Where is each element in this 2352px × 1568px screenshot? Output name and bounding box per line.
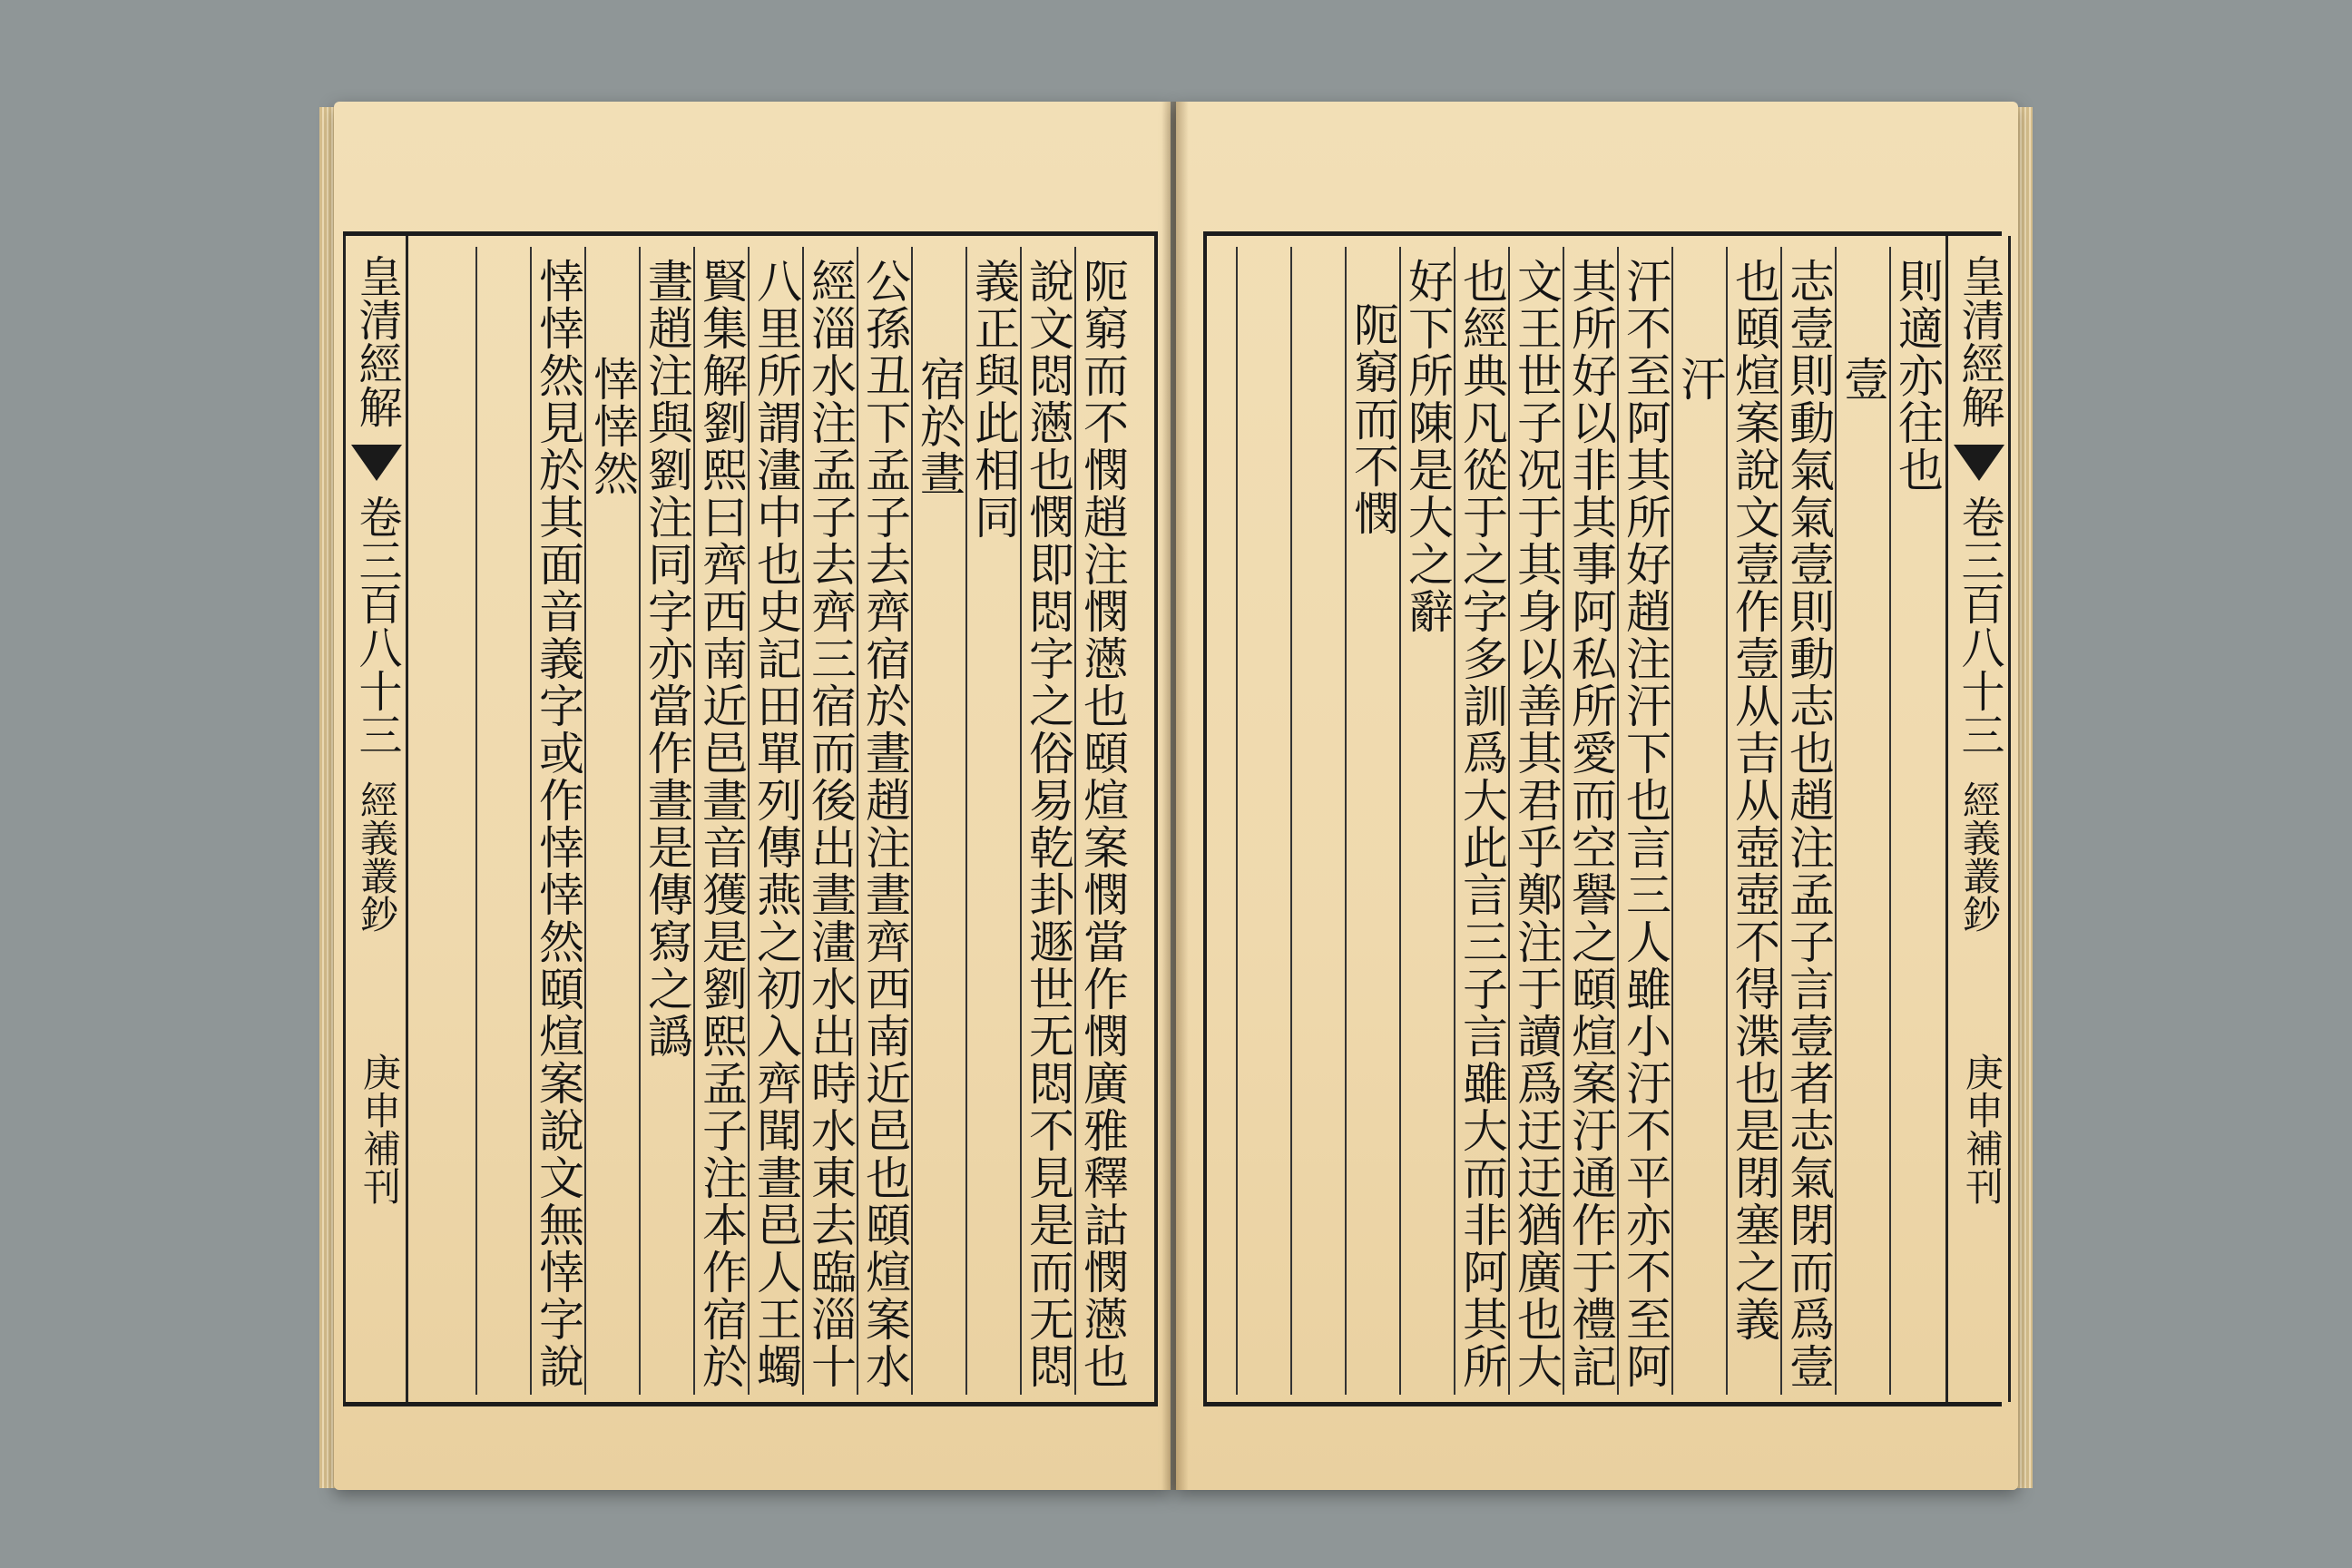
- banner-volume: 卷三百八十三: [351, 495, 402, 756]
- text-column: 也經典凡從于之字多訓爲大此言三子言雖大而非阿其所: [1454, 247, 1508, 1395]
- text-column: [1236, 247, 1290, 1395]
- text-column: 晝趙注與劉注同字亦當作晝是傳寫之譌: [639, 247, 693, 1395]
- text-column: 公孫丑下孟子去齊宿於晝趙注晝齊西南近邑也頤煊案水: [857, 247, 911, 1395]
- right-page-banner: [1945, 236, 2011, 1402]
- text-column: 汗不至阿其所好趙注汗下也言三人雖小汙不平亦不至阿: [1617, 247, 1671, 1395]
- left-page-banner: [343, 236, 408, 1402]
- text-column: 阨窮而不憫趙注憫懣也頤煊案憫當作憫廣雅釋詁憫懣也: [1074, 247, 1129, 1395]
- text-column: 賢集解劉熙曰齊西南近邑晝音獲是劉熙孟子注本作宿於: [693, 247, 748, 1395]
- banner-title: 皇清經解: [1954, 254, 2004, 428]
- text-column: 壹: [1835, 247, 1889, 1395]
- text-column: [1290, 247, 1345, 1395]
- text-column: 八里所謂澅中也史記田單列傳燕之初入齊聞晝邑人王蠋: [748, 247, 802, 1395]
- text-column: 悻悻然見於其面音義字或作悻悻然頤煊案說文無悻字說: [530, 247, 584, 1395]
- banner-collection: 經義叢鈔: [1957, 780, 2002, 933]
- text-column: 好下所陳是大之辭: [1399, 247, 1454, 1395]
- banner-title: 皇清經解: [351, 254, 402, 428]
- banner-publisher: 庚申補刊: [1960, 1053, 2004, 1205]
- text-column: 則適亦往也: [1889, 247, 1944, 1395]
- right-page-text-frame: [1203, 231, 2002, 1406]
- left-page-text-frame: [343, 231, 1158, 1406]
- text-column: 義正與此相同: [965, 247, 1020, 1395]
- text-column: 也頤煊案說文壹作壹从吉从壺壺不得渫也是閉塞之義: [1726, 247, 1780, 1395]
- text-column: 志壹則動氣氣壹則動志也趙注孟子言壹者志氣閉而爲壹: [1780, 247, 1835, 1395]
- text-column: 文王世子况于其身以善其君乎鄭注于讀爲迂迂猶廣也大: [1508, 247, 1563, 1395]
- text-column: 汗: [1671, 247, 1726, 1395]
- text-column: 其所好以非其事阿私所愛而空譽之頤煊案汙通作于禮記: [1563, 247, 1617, 1395]
- fish-tail-mark-icon: [1954, 445, 2004, 481]
- banner-volume: 卷三百八十三: [1954, 495, 2004, 756]
- book-gutter: [1161, 102, 1189, 1490]
- text-column: 經淄水注孟子去齊三宿而後出晝澅水出時水東去臨淄十: [802, 247, 857, 1395]
- text-column: [475, 247, 530, 1395]
- text-column: 宿於晝: [911, 247, 965, 1395]
- text-column: 說文悶懣也憫即悶字之俗易乾卦遯世无悶不見是而无悶: [1020, 247, 1074, 1395]
- text-column: 阨窮而不憫: [1345, 247, 1399, 1395]
- banner-publisher: 庚申補刊: [358, 1053, 402, 1205]
- fish-tail-mark-icon: [351, 445, 402, 481]
- banner-collection: 經義叢鈔: [355, 780, 399, 933]
- text-column: 悻悻然: [584, 247, 639, 1395]
